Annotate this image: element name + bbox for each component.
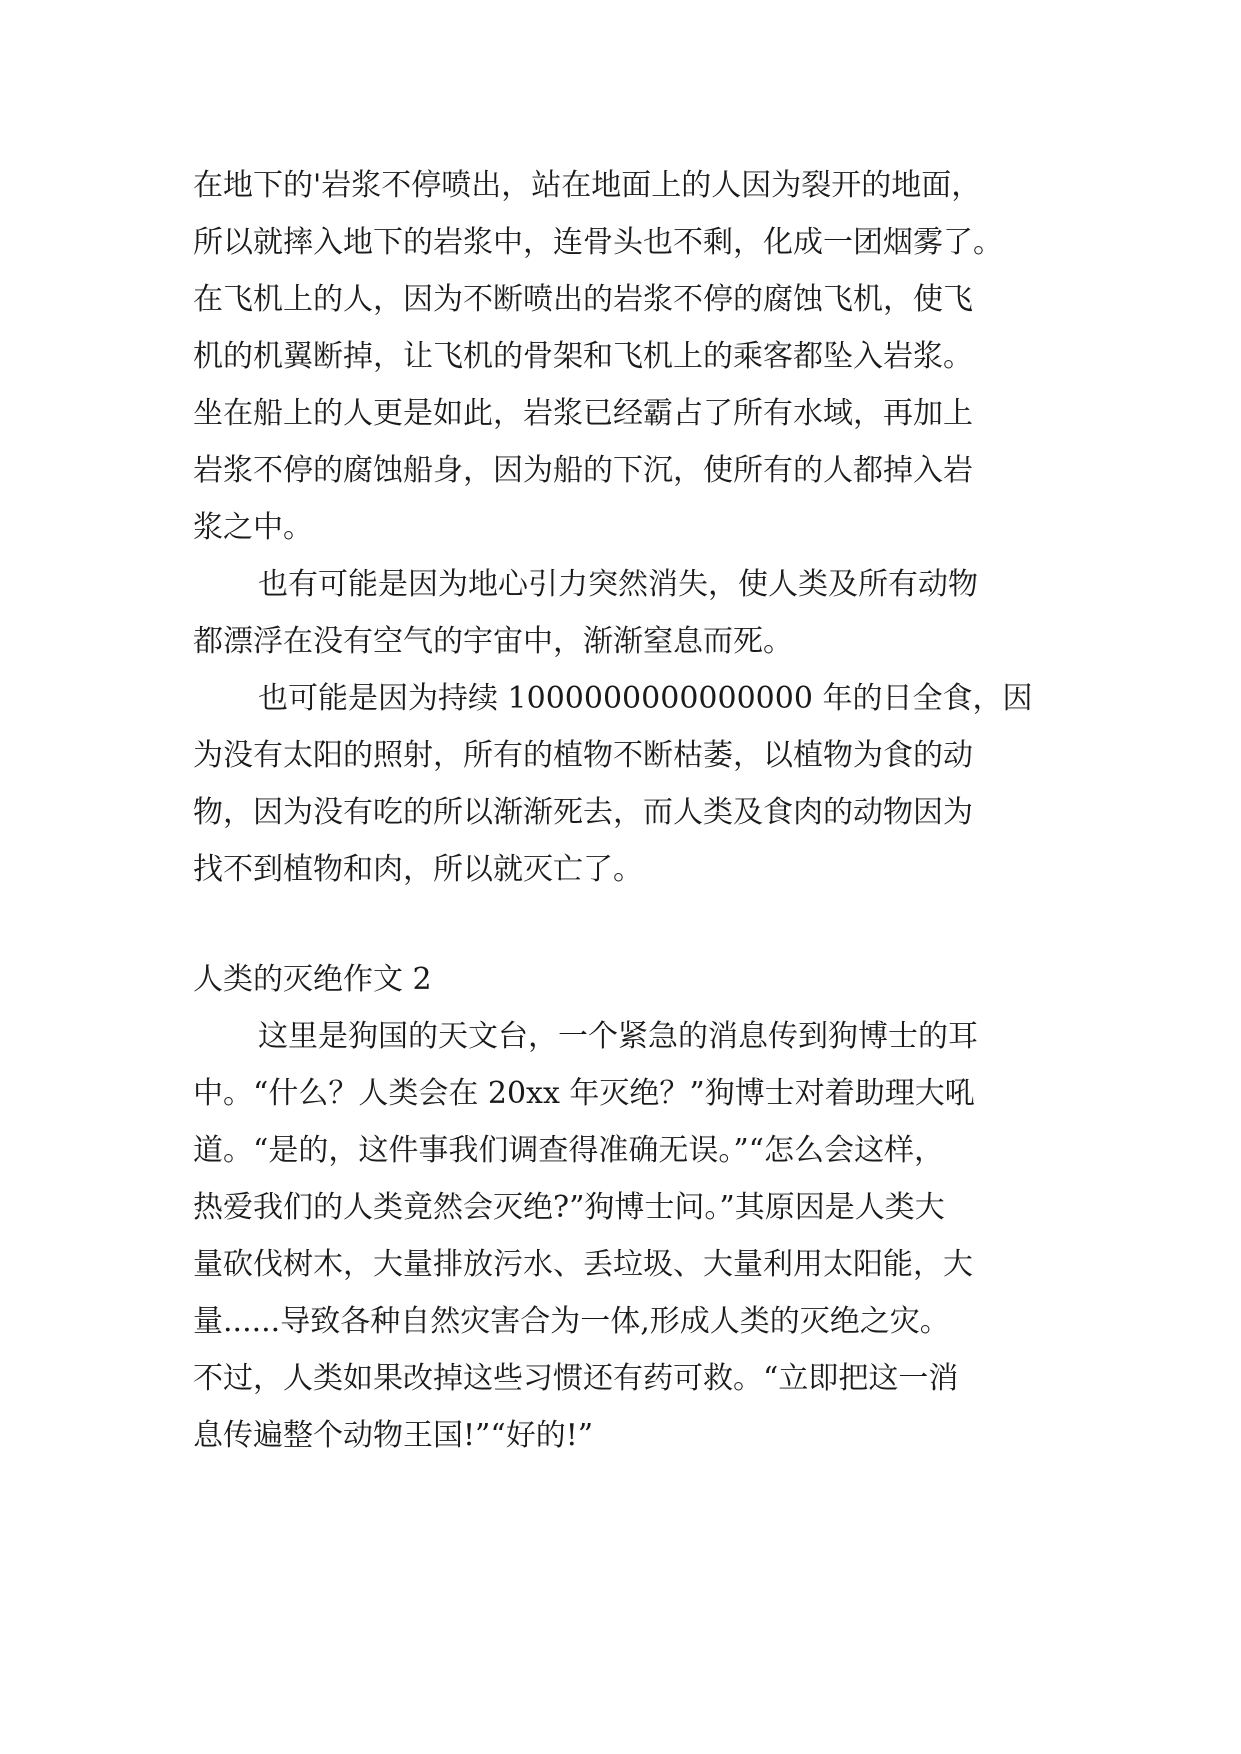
body-text-line: 量......导致各种自然灾害合为一体,形成人类的灭绝之灾。 [193,1304,950,1339]
body-text-line: 岩浆不停的腐蚀船身，因为船的下沉，使所有的人都掉入岩 [193,453,973,488]
body-text-line: 都漂浮在没有空气的宇宙中，渐渐窒息而死。 [193,624,793,659]
body-text-line: 息传遍整个动物王国!”“好的!” [193,1418,594,1453]
section-heading: 人类的灭绝作文 2 [193,962,432,997]
body-text-line: 量砍伐树木，大量排放污水、丢垃圾、大量利用太阳能，大 [193,1247,973,1282]
body-text-line: 为没有太阳的照射，所有的植物不断枯萎，以植物为食的动 [193,738,973,773]
body-text-line: 在飞机上的人，因为不断喷出的岩浆不停的腐蚀飞机，使飞 [193,282,973,317]
body-text-line: 热爱我们的人类竟然会灭绝?”狗博士问。”其原因是人类大 [193,1190,945,1225]
paragraph-first-line: 这里是狗国的天文台，一个紧急的消息传到狗博士的耳 [258,1019,978,1054]
body-text-line: 坐在船上的人更是如此，岩浆已经霸占了所有水域，再加上 [193,396,973,431]
body-text-line: 所以就摔入地下的岩浆中，连骨头也不剩，化成一团烟雾了。 [193,225,1003,260]
body-text-line: 浆之中。 [193,510,313,545]
body-text-line: 道。“是的，这件事我们调查得准确无误。”“怎么会这样， [193,1133,945,1168]
body-text-line: 中。“什么？人类会在 20xx 年灭绝？”狗博士对着助理大吼 [193,1076,975,1111]
body-text-line: 找不到植物和肉，所以就灭亡了。 [193,852,643,887]
body-text-line: 在地下的'岩浆不停喷出，站在地面上的人因为裂开的地面， [193,168,982,203]
body-text-line: 物，因为没有吃的所以渐渐死去，而人类及食肉的动物因为 [193,795,973,830]
body-text-line: 机的机翼断掉，让飞机的骨架和飞机上的乘客都坠入岩浆。 [193,339,973,374]
body-text-line: 不过，人类如果改掉这些习惯还有药可救。“立即把这一消 [193,1361,959,1396]
paragraph-first-line: 也有可能是因为地心引力突然消失，使人类及所有动物 [258,567,978,602]
paragraph-first-line: 也可能是因为持续 1000000000000000 年的日全食，因 [258,681,1033,716]
